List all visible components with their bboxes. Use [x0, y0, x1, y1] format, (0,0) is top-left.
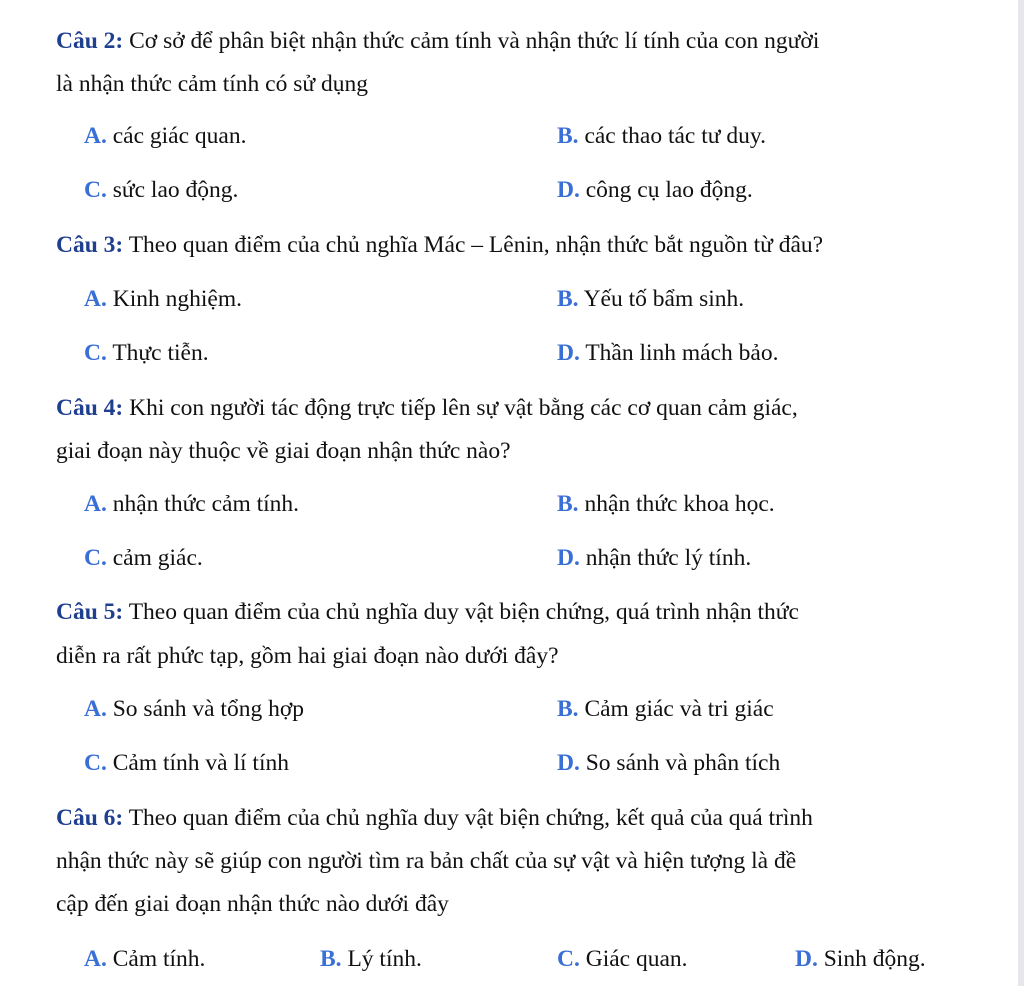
question-5-line-2: [56, 641, 559, 671]
question-6-line-3: [56, 889, 449, 919]
option-letter: B.: [557, 286, 579, 312]
question-3-text-1: Theo quan điểm của chủ nghĩa Mác – Lênin, nhận thức bắt nguồn từ đâu?: [128, 232, 824, 258]
question-4-number: Câu 4:: [56, 395, 124, 421]
option-letter: A.: [84, 696, 107, 722]
option-text: nhận thức lý tính.: [585, 545, 752, 571]
question-4-option-a: [84, 489, 299, 519]
question-2-option-d: [557, 175, 753, 205]
option-letter: B.: [320, 946, 342, 972]
option-letter: C.: [84, 750, 107, 776]
option-text: công cụ lao động.: [585, 177, 753, 203]
option-text: Lý tính.: [347, 946, 422, 972]
question-6-option-a: [84, 944, 205, 974]
option-letter: A.: [84, 491, 107, 517]
question-5-option-b: [557, 694, 774, 724]
option-text: Cảm tính và lí tính: [112, 750, 289, 776]
question-3-number: Câu 3:: [56, 232, 124, 258]
option-text: các giác quan.: [112, 123, 247, 149]
question-4-line-2: [56, 436, 511, 466]
question-3-option-b: [557, 284, 744, 314]
option-text: nhận thức khoa học.: [584, 491, 775, 517]
question-2-option-b: [557, 121, 766, 151]
question-5-text-2: diễn ra rất phức tạp, gồm hai giai đoạn nào dưới đây?: [56, 643, 559, 669]
option-text: So sánh và phân tích: [585, 750, 781, 776]
question-6-line-1: [56, 803, 813, 833]
option-letter: C.: [557, 946, 580, 972]
option-text: Cảm giác và tri giác: [584, 696, 774, 722]
option-letter: C.: [84, 177, 107, 203]
question-4-text-2: giai đoạn này thuộc về giai đoạn nhận thức nào?: [56, 438, 511, 464]
question-2-line-2: [56, 69, 368, 99]
option-text: sức lao động.: [112, 177, 239, 203]
option-text: nhận thức cảm tính.: [112, 491, 300, 517]
option-letter: B.: [557, 491, 579, 517]
option-text: Kinh nghiệm.: [112, 286, 242, 312]
option-letter: C.: [84, 545, 107, 571]
question-4-text-1: Khi con người tác động trực tiếp lên sự vật bằng các cơ quan cảm giác,: [129, 395, 798, 421]
option-letter: D.: [557, 750, 580, 776]
option-text: So sánh và tổng hợp: [112, 696, 305, 722]
question-5-text-1: Theo quan điểm của chủ nghĩa duy vật biện chứng, quá trình nhận thức: [128, 599, 799, 625]
question-6-number: Câu 6:: [56, 805, 124, 831]
question-2-option-a: [84, 121, 246, 151]
question-5-number: Câu 5:: [56, 599, 124, 625]
question-2-option-c: [84, 175, 238, 205]
option-letter: A.: [84, 946, 107, 972]
question-6-line-2: [56, 846, 796, 876]
option-text: Yếu tố bẩm sinh.: [583, 286, 745, 312]
question-4-option-d: [557, 543, 751, 573]
option-text: Thần linh mách bảo.: [585, 340, 779, 366]
option-letter: D.: [557, 545, 580, 571]
question-4-option-b: [557, 489, 775, 519]
page-edge-divider: [1018, 0, 1024, 986]
question-6-text-3: cập đến giai đoạn nhận thức nào dưới đây: [56, 891, 449, 917]
question-2-number: Câu 2:: [56, 28, 124, 54]
option-text: cảm giác.: [112, 545, 203, 571]
question-4-option-c: [84, 543, 203, 573]
question-2-line-1: [56, 26, 819, 56]
question-6-option-b: [320, 944, 422, 974]
option-letter: B.: [557, 696, 579, 722]
option-letter: A.: [84, 286, 107, 312]
question-2-text-1: Cơ sở để phân biệt nhận thức cảm tính và nhận thức lí tính của con người: [129, 28, 820, 54]
option-letter: D.: [557, 177, 580, 203]
question-4-line-1: [56, 393, 798, 423]
question-3-option-c: [84, 338, 209, 368]
question-6-option-c: [557, 944, 688, 974]
question-3-option-a: [84, 284, 242, 314]
option-letter: D.: [557, 340, 580, 366]
question-5-option-d: [557, 748, 780, 778]
option-letter: D.: [795, 946, 818, 972]
question-5-option-c: [84, 748, 289, 778]
question-3-line-1: [56, 230, 823, 260]
option-letter: C.: [84, 340, 107, 366]
option-letter: A.: [84, 123, 107, 149]
option-text: Cảm tính.: [112, 946, 206, 972]
question-6-text-1: Theo quan điểm của chủ nghĩa duy vật biện chứng, kết quả của quá trình: [128, 805, 813, 831]
option-letter: B.: [557, 123, 579, 149]
question-5-option-a: [84, 694, 304, 724]
question-6-text-2: nhận thức này sẽ giúp con người tìm ra bản chất của sự vật và hiện tượng là đề: [56, 848, 797, 874]
question-2-text-2: là nhận thức cảm tính có sử dụng: [56, 71, 368, 97]
question-5-line-1: [56, 597, 799, 627]
question-6-option-d: [795, 944, 926, 974]
option-text: các thao tác tư duy.: [584, 123, 766, 149]
option-text: Giác quan.: [585, 946, 688, 972]
option-text: Sinh động.: [823, 946, 926, 972]
question-3-option-d: [557, 338, 778, 368]
option-text: Thực tiễn.: [112, 340, 209, 366]
